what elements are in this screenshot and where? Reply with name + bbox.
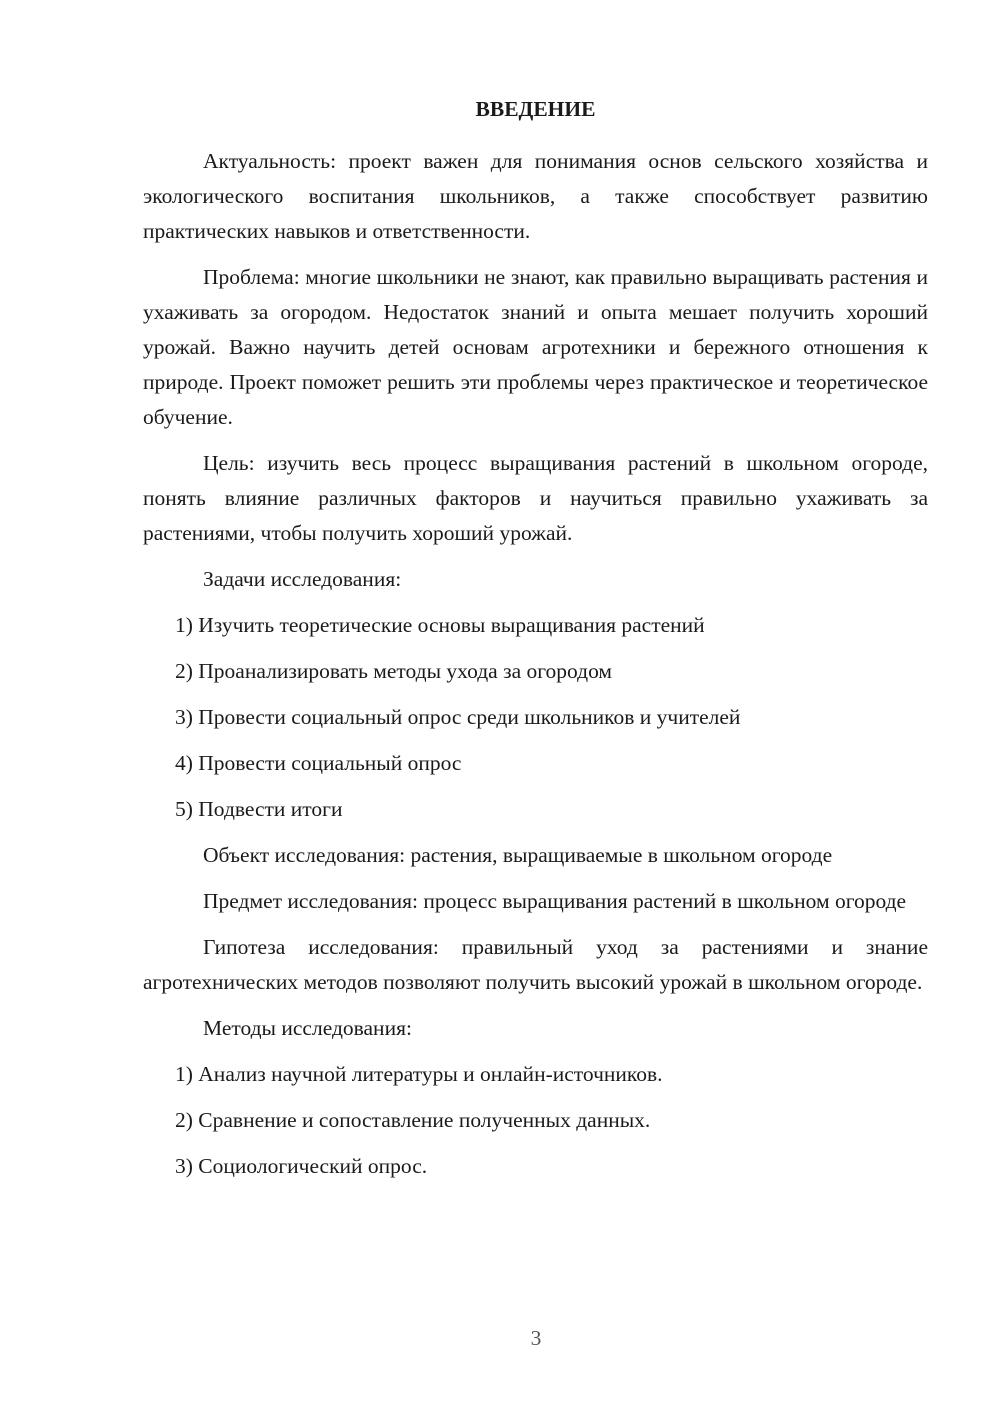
relevance-paragraph: Актуальность: проект важен для понимания основ сельского хозяйства и экологического воспитания школьников, а также способствует развитию практических навыков и ответственности.: [143, 149, 928, 243]
subject-paragraph: Предмет исследования: процесс выращивания растений в школьном огороде: [203, 889, 907, 913]
problem-paragraph: Проблема: многие школьники не знают, как правильно выращивать растения и ухаживать за огородом. Недостаток знаний и опыта мешает получить хороший урожай. Важно научить детей основам агротехники и бережного отношения к природе. Проект поможет решить эти проблемы через практическое и теоретическое обучение.: [143, 265, 928, 429]
document-page: [143, 92, 928, 1195]
method-item: 1) Анализ научной литературы и онлайн-источников.: [175, 1062, 663, 1086]
task-item: 1) Изучить теоретические основы выращивания растений: [175, 613, 705, 637]
tasks-list: [143, 608, 928, 827]
goal-paragraph: Цель: изучить весь процесс выращивания растений в школьном огороде, понять влияние различных факторов и научиться правильно ухаживать за растениями, чтобы получить хороший урожай.: [143, 451, 928, 545]
object-paragraph: Объект исследования: растения, выращиваемые в школьном огороде: [203, 843, 833, 867]
section-heading: ВВЕДЕНИЕ: [475, 97, 596, 121]
task-item: 2) Проанализировать методы ухода за огородом: [175, 659, 613, 683]
method-item: 3) Социологический опрос.: [175, 1154, 428, 1178]
tasks-label: Задачи исследования:: [203, 567, 402, 591]
hypothesis-paragraph: Гипотеза исследования: правильный уход за растениями и знание агротехнических методов позволяют получить высокий урожай в школьном огороде.: [143, 935, 928, 994]
method-item: 2) Сравнение и сопоставление полученных данных.: [175, 1108, 651, 1132]
methods-list: [143, 1057, 928, 1184]
page-number: 3: [530, 1326, 542, 1350]
task-item: 4) Провести социальный опрос: [175, 751, 462, 775]
methods-label: Методы исследования:: [203, 1016, 412, 1040]
task-item: 3) Провести социальный опрос среди школьников и учителей: [175, 705, 741, 729]
task-item: 5) Подвести итоги: [175, 797, 343, 821]
